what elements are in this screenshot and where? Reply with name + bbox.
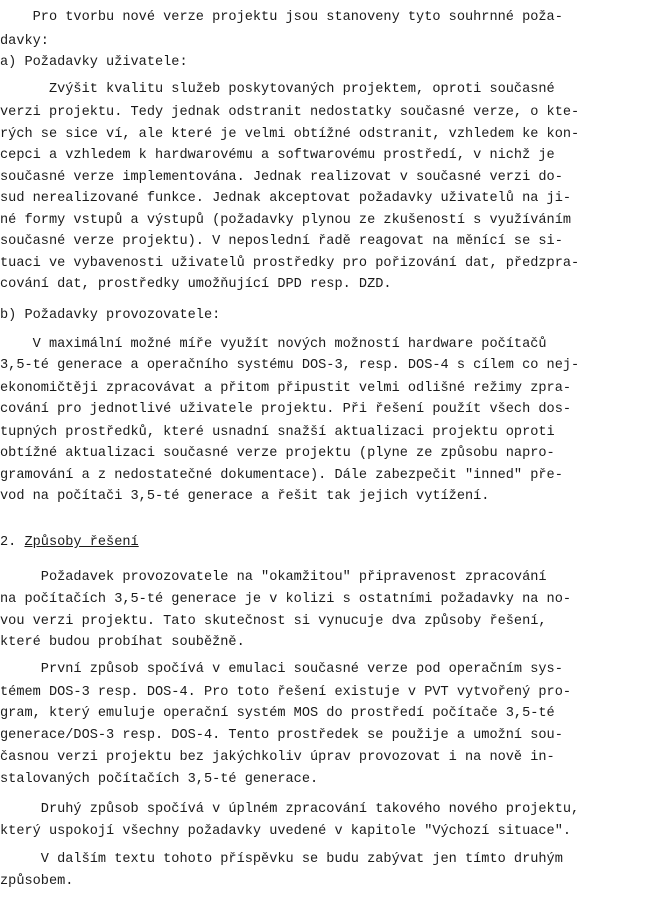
section-2-line: způsobem. [0, 874, 74, 889]
section-a-line: současné verze implementována. Jednak realizovat v současné verzi do- [0, 170, 563, 185]
section-b-line: ekonomičtěji zpracovávat a přitom připustit velmi odlišné režimy zpra- [0, 381, 572, 396]
section-2-line: který uspokojí všechny požadavky uvedené v kapitole "Výchozí situace". [0, 824, 572, 839]
section-2-line: První způsob spočívá v emulaci současné verze pod operačním sys- [0, 662, 563, 677]
section-a-line: rých se sice ví, ale které je velmi obtížné odstranit, vzhledem ke kon- [0, 127, 580, 142]
intro-line-2: davky: [0, 34, 49, 49]
section-b-line: V maximální možné míře využít nových možností hardware počítačů [0, 337, 547, 352]
section-2-line: stalovaných počítačích 3,5-té generace. [0, 772, 319, 787]
section-2-line: Požadavek provozovatele na "okamžitou" připravenost zpracování [0, 570, 547, 585]
section-b-line: cování pro jednotlivé uživatele projektu. Při řešení použít všech dos- [0, 402, 572, 417]
section-2-line: generace/DOS-3 resp. DOS-4. Tento prostředek se použije a umožní sou- [0, 728, 563, 743]
section-b-line: vod na počítači 3,5-té generace a řešit tak jejich vytížení. [0, 489, 490, 504]
section-2-line: témem DOS-3 resp. DOS-4. Pro toto řešení existuje v PVT vytvořený pro- [0, 685, 572, 700]
section-2-line: vou verzi projektu. Tato skutečnost si vynucuje dva způsoby řešení, [0, 614, 547, 629]
section-2-line: Druhý způsob spočívá v úplném zpracování takového nového projektu, [0, 802, 580, 817]
section-a-line: tuaci ve vybavenosti uživatelů prostředky pro pořizování dat, předzpra- [0, 256, 580, 271]
section-a-title: a) Požadavky uživatele: [0, 55, 188, 70]
section-a-line: Zvýšit kvalitu služeb poskytovaných projektem, oproti současné [0, 82, 555, 97]
section-2-line: které budou probíhat souběžně. [0, 635, 245, 650]
section-a-line: né formy vstupů a výstupů (požadavky plynou ze zkušeností s využíváním [0, 213, 572, 228]
section-a-line: verzi projektu. Tedy jednak odstranit nedostatky současné verze, o kte- [0, 105, 580, 120]
section-a-line: cování dat, prostředky umožňující DPD resp. DZD. [0, 277, 392, 292]
section-b-line: gramování a z nedostatečné dokumentace). Dále zabezpečit "inned" pře- [0, 468, 563, 483]
section-2-line: na počítačích 3,5-té generace je v kolizi s ostatními požadavky na no- [0, 592, 572, 607]
section-b-line: 3,5-té generace a operačního systému DOS-3, resp. DOS-4 s cílem co nej- [0, 358, 580, 373]
section-a-line: sud nerealizované funkce. Jednak akceptovat požadavky uživatelů na ji- [0, 191, 572, 206]
section-a-line: cepci a vzhledem k hardwarovému a softwarovému prostředí, v nichž je [0, 148, 555, 163]
section-b-title: b) Požadavky provozovatele: [0, 308, 221, 323]
section-2-line: časnou verzi projektu bez jakýchkoliv úprav provozovat i na nově in- [0, 750, 555, 765]
section-2-heading [0, 534, 139, 552]
section-2-title: Způsoby řešení [24, 535, 139, 550]
section-2-line: V dalším textu tohoto příspěvku se budu zabývat jen tímto druhým [0, 852, 563, 867]
intro-line-1: Pro tvorbu nové verze projektu jsou stanoveny tyto souhrnné poža- [0, 10, 563, 25]
section-b-line: tupných prostředků, které usnadní snažší aktualizaci projektu oproti [0, 425, 555, 440]
section-a-line: současné verze projektu). V neposlední řadě reagovat na měnící se si- [0, 234, 563, 249]
section-b-line: obtížné aktualizaci současné verze projektu (plyne ze způsobu napro- [0, 446, 555, 461]
section-2-number: 2. [0, 535, 25, 550]
section-2-line: gram, který emuluje operační systém MOS do prostředí počítače 3,5-té [0, 706, 555, 721]
